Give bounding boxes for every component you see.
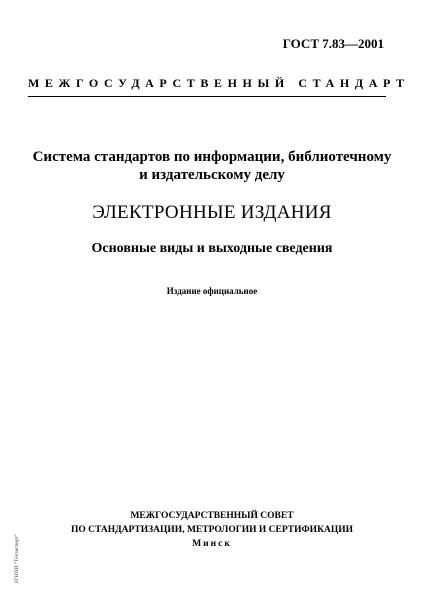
publisher-block bbox=[0, 509, 424, 551]
system-title-line-1: Система стандартов по информации, библиотечному bbox=[32, 149, 392, 165]
system-title bbox=[0, 148, 424, 184]
document-code: ГОСТ 7.83—2001 bbox=[282, 36, 384, 51]
subtitle: Основные виды и выходные сведения bbox=[91, 241, 333, 256]
publisher-line-2: ПО СТАНДАРТИЗАЦИИ, МЕТРОЛОГИИ И СЕРТИФИКАЦИИ bbox=[70, 525, 353, 535]
standard-type-heading: МЕЖГОСУДАРСТВЕННЫЙ СТАНДАРТ bbox=[28, 76, 410, 90]
edition-note: Издание официальное bbox=[166, 286, 258, 296]
header-rule bbox=[28, 96, 386, 97]
title-block bbox=[0, 148, 424, 258]
main-title: ЭЛЕКТРОННЫЕ ИЗДАНИЯ bbox=[92, 202, 332, 223]
publisher-city: Минск bbox=[192, 539, 232, 549]
system-title-line-2: и издательскому делу bbox=[139, 167, 285, 183]
publisher-line-1: МЕЖГОСУДАРСТВЕННЫЙ СОВЕТ bbox=[130, 511, 294, 521]
side-stamp: ЭГНПИ "Техэксперт" bbox=[14, 533, 20, 585]
